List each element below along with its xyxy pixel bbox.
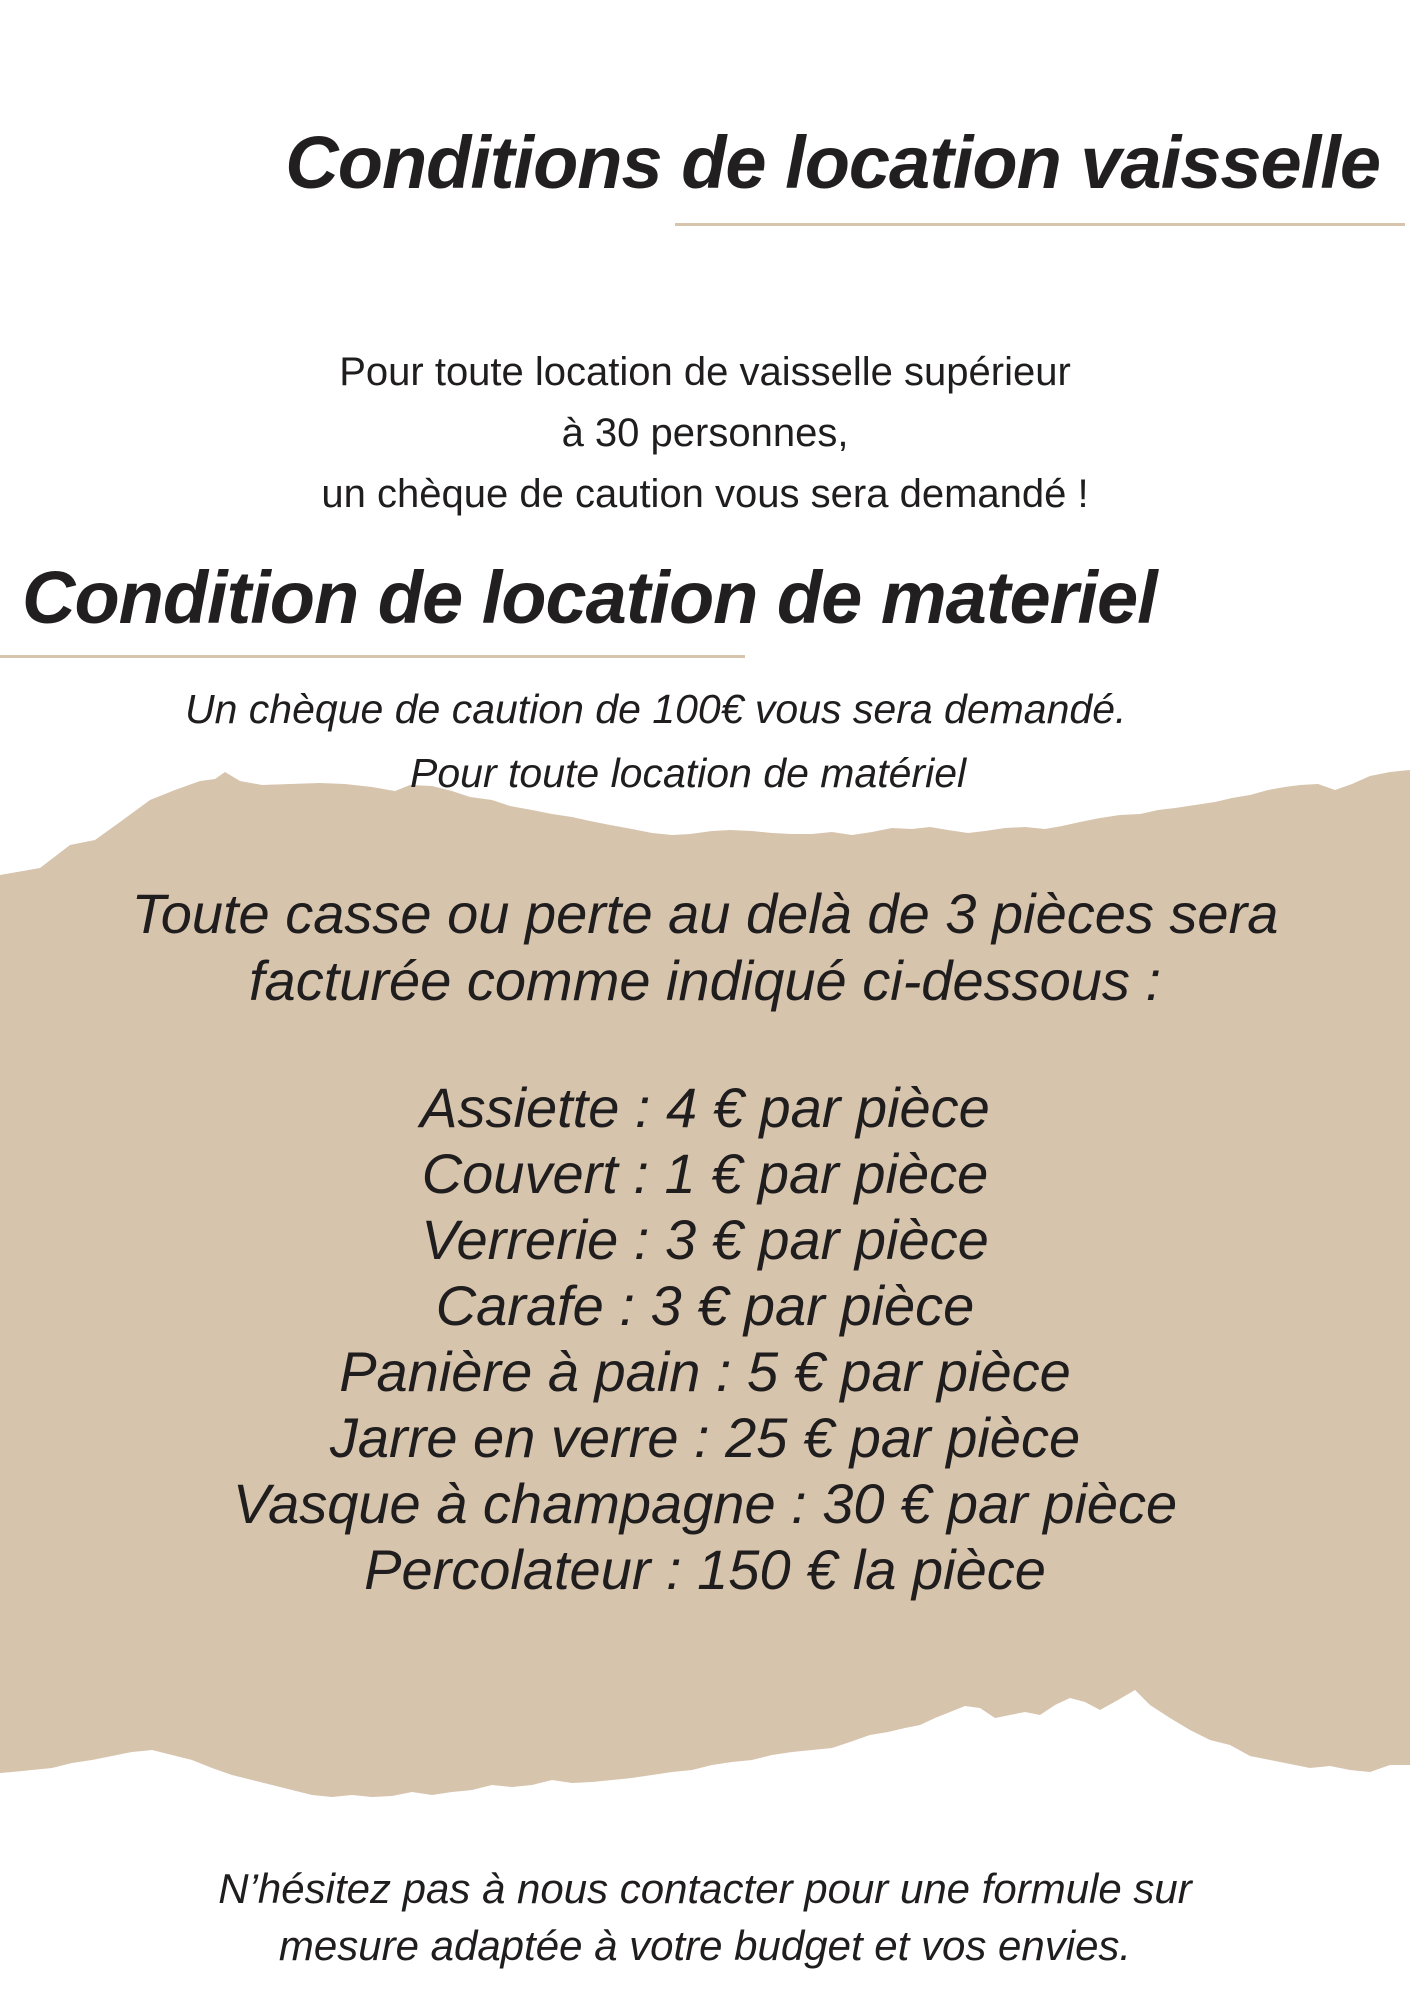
price-item: Panière à pain : 5 € par pièce [339,1340,1071,1403]
breakage-line: facturée comme indiqué ci-dessous : [249,949,1161,1012]
caution-subtext: Pour toute location de matériel [410,750,967,796]
vaisselle-line: Pour toute location de vaisselle supérieur [339,350,1071,394]
footer-line: N’hésitez pas à nous contacter pour une formule sur [218,1865,1192,1912]
breakage-line: Toute casse ou perte au delà de 3 pièces sera [131,882,1279,945]
contact-footer [0,1860,1410,1974]
price-item: Verrerie : 3 € par pièce [421,1208,989,1271]
price-item: Vasque à champagne : 30 € par pièce [232,1472,1178,1535]
section-underline [0,655,745,658]
price-item: Carafe : 3 € par pièce [435,1274,975,1337]
vaisselle-line: à 30 personnes, [561,411,849,455]
title-underline [675,223,1405,226]
caution-text: Un chèque de caution de 100€ vous sera demandé. [185,686,1127,732]
footer-line: mesure adaptée à votre budget et vos envies. [278,1922,1132,1969]
vaisselle-line: un chèque de caution vous sera demandé ! [321,472,1089,516]
section-title-materiel: Condition de location de materiel [22,556,1157,639]
page-title: Conditions de location vaisselle [285,121,1380,204]
price-item: Percolateur : 150 € la pièce [364,1538,1046,1601]
vaisselle-conditions [0,342,1410,525]
breakage-notice [0,880,1410,1014]
price-list [0,1075,1410,1603]
price-item: Jarre en verre : 25 € par pièce [329,1406,1081,1469]
price-item: Assiette : 4 € par pièce [420,1076,990,1139]
price-item: Couvert : 1 € par pièce [421,1142,989,1205]
